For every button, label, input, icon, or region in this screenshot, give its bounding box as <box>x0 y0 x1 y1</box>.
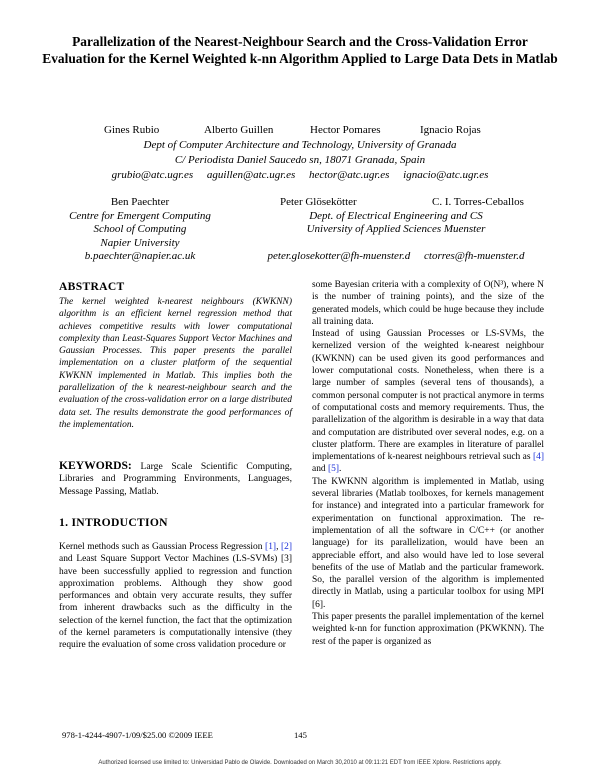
author-name: Hector Pomares <box>310 124 381 136</box>
right-column-text <box>312 279 544 648</box>
citation-link[interactable]: [1] <box>265 542 277 552</box>
author-name: Ben Paechter <box>110 196 170 208</box>
citation-link[interactable]: [2] <box>280 542 292 552</box>
abstract-text: The kernel weighted k-nearest neighbours (KWKNN) algorithm is an efficient kernel regression method that achieves competitive results with lower computational complexity than Least-Squares Support Vector Machines and Gaussian Processes. This paper presents the parallel implementation on a cluster platform of the sequential KWKNN implemented in Matlab. This implies both the parallelization of the k nearest-neighbour search and the evaluation of the cross-validation error on a large distributed data set. The results demonstrate the good performances of the implementation. <box>59 297 292 430</box>
author-names-row <box>236 196 556 210</box>
author-block-left <box>52 196 228 264</box>
citation-link[interactable]: [5] <box>328 464 340 475</box>
author-email: b.paechter@napier.ac.uk <box>84 250 196 262</box>
paragraph: This paper presents the parallel implementation of the kernel weighted k-nn for function approximation (PKWKNN). The rest of the paper is organized as <box>312 612 544 647</box>
text-run: , <box>276 542 281 552</box>
author-name: Ignacio Rojas <box>420 124 481 136</box>
affiliation-line: School of Computing <box>93 223 187 235</box>
license-notice: Authorized licensed use limited to: Universidad Pablo de Olavide. Downloaded on March 30,2010 at 09:11:21 EDT from IEEE Xplore. Restrictions apply. <box>98 760 502 766</box>
affiliation-line: Dept. of Electrical Engineering and CS <box>309 209 483 222</box>
keywords-label: KEYWORDS: <box>59 459 132 472</box>
paragraph <box>312 328 544 476</box>
author-emails: peter.glosekotter@fh-muenster.d ctorres@fh-muenster.d <box>267 250 525 262</box>
author-name: Peter Glösekötter <box>280 196 357 208</box>
text-run: Instead of using Gaussian Processes or LS-SVMs, the kernelized version of the weighted k-nearest neighbour (KWKNN) can be used given its good performances and lower computational costs. Nonetheless, when there is a large number of samples (several tens of thousands), a common personal computer is not practical anymore in terms of computational costs and memory requirements. Thus, the parallelization of the algorithm is desirable in a way that data and computation are distributed over several nodes, e.g. on a cluster platform. There are examples in literature of parallel implementations of k-nearest neighbours retrieval such as <box>312 329 544 463</box>
introduction-paragraph <box>59 541 292 652</box>
affiliation-line: University of Applied Sciences Muenster <box>306 223 486 235</box>
text-run: and <box>312 464 328 475</box>
author-block-right <box>236 196 556 264</box>
page-number: 145 <box>294 730 307 740</box>
affiliation-line: Centre for Emergent Computing <box>69 209 211 222</box>
author-name: C. I. Torres-Ceballos <box>432 196 524 208</box>
isbn-footer: 978-1-4244-4907-1/09/$25.00 ©2009 IEEE <box>62 730 213 740</box>
paragraph: some Bayesian criteria with a complexity of O(N³), where N is the number of training points), and the size of the generated models, which could be huge because they include all training data. <box>312 280 544 327</box>
paper-title: Parallelization of the Nearest-Neighbour Search and the Cross-Validation Error Evaluation for the Kernel Weighted k-nn Algorithm Applied to Large Data Dets in Matlab <box>42 34 558 66</box>
citation-link[interactable]: [4] <box>532 452 544 463</box>
paragraph: The KWKNN algorithm is implemented in Matlab, using several libraries (Matlab toolboxes, for kernels management for instance) and integrated into a particular framework for experimentation on functional approximation. The re-implementation of all the software in C/C++ (or another language) for its parallelization, would have been an appreciable effort, and also would have led to lose several benefits of the use of Matlab and the particular framework. So, the parallel version of the algorithm is implemented directly in Matlab, using a particular toolbox for using MPI [6]. <box>312 476 544 610</box>
affiliation-emails: grubio@atc.ugr.es aguillen@atc.ugr.es hector@atc.ugr.es ignacio@atc.ugr.es <box>111 169 489 181</box>
author-name: Alberto Guillen <box>204 124 274 136</box>
affiliation-address: C/ Periodista Daniel Saucedo sn, 18071 Granada, Spain <box>174 154 426 166</box>
affiliation-dept: Dept of Computer Architecture and Technology, University of Granada <box>143 139 457 151</box>
introduction-heading: 1. INTRODUCTION <box>59 516 168 529</box>
abstract-heading: ABSTRACT <box>59 280 125 293</box>
affiliation-line: Napier University <box>100 236 180 249</box>
keywords <box>59 460 292 498</box>
text-run: and Least Square Support Vector Machines (LS-SVMs) [3] have been successfully applied to regression and function approximation problems. Although they show good performances and obtain very accurate results, they suffer from inherent drawbacks such as the difficulty in the selection of the kernel function, the fact that the optimization of the kernel parameters is computationally intensive (they require the evaluation of some cross validation procedure or <box>59 554 292 651</box>
text-run: . <box>339 464 342 475</box>
text-run: Kernel methods such as Gaussian Process Regression <box>59 542 266 552</box>
keywords-text: Large Scale Scientific Computing, Libraries and Programming Environments, Languages, Message Passing, Matlab. <box>59 461 292 497</box>
author-name: Gines Rubio <box>104 124 160 136</box>
